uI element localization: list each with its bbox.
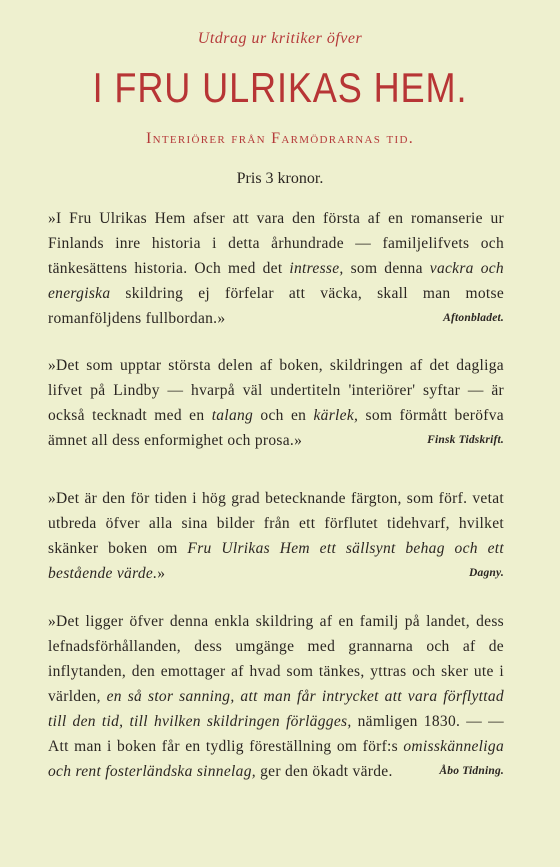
review-emphasis: Fru Ulrikas Hem ett sällsynt behag och ett bestående värde. [48,540,504,582]
review-source: Åbo Tidning. [439,765,504,777]
review-aftonbladet [48,206,504,331]
review-text: skildring ej förfelar att väcka, skall man motse romanföljdens fullbordan.» [48,285,504,327]
review-text: och en [253,407,314,424]
review-text: »Det är den för tiden i hög grad betecknande färgton, som förf. vetat utbreda öfver alla sina bilder från ett förflutet tidehvarf, hvilket skänker boken om [48,490,504,557]
review-text: »Det ligger öfver denna enkla skildring af en familj på landet, dess lefnadsförhållanden, dess umgänge med grannarna och af de inflytanden, den emottager af hvad som tänkes, yttras och sker ute i världen, [48,613,504,705]
book-title: I FRU ULRIKAS HEM. [92,64,468,111]
book-price: Pris 3 kronor. [236,170,324,187]
review-source: Dagny. [469,567,504,579]
review-emphasis: vackra och energiska [48,260,504,302]
review-emphasis: en så stor sanning, att man får intrycket att vara förflyttad till den tid, till hvilken skildringen förlägges, [48,688,504,730]
review-abo-tidning [48,609,504,784]
review-emphasis: kärlek, [313,407,359,424]
review-text: » [157,565,166,582]
review-dagny [48,486,504,586]
intro-line: Utdrag ur kritiker öfver [197,30,363,47]
review-emphasis: talang [211,407,254,424]
review-source: Aftonbladet. [443,312,504,324]
review-text: nämligen 1830. — — Att man i boken får en tydlig föreställning om förf:s [48,713,504,755]
review-text: som denna [343,260,430,277]
review-source: Finsk Tidskrift. [427,434,504,446]
review-text: ger den ökadt värde. [255,763,393,780]
review-finsk-tidskrift [48,353,504,453]
review-emphasis: intresse, [289,260,344,277]
review-emphasis: omisskänneliga och rent fosterländska sinnelag, [48,738,504,780]
review-text: »Det som upptar största delen af boken, skildringen af det dagliga lifvet på Lindby — hvarpå väl undertiteln 'interiörer' syftar — är också tecknadt med en [48,357,504,424]
book-subtitle: Interiörer från Farmödrarnas tid. [145,130,415,147]
review-text: »I Fru Ulrikas Hem afser att vara den första af en romanserie ur Finlands inre historia i detta århundrade — familjelifvets och tänkesättens historia. Och med det [48,210,504,277]
review-text: som förmått beröfva ämnet all dess enformighet och prosa.» [48,407,504,449]
